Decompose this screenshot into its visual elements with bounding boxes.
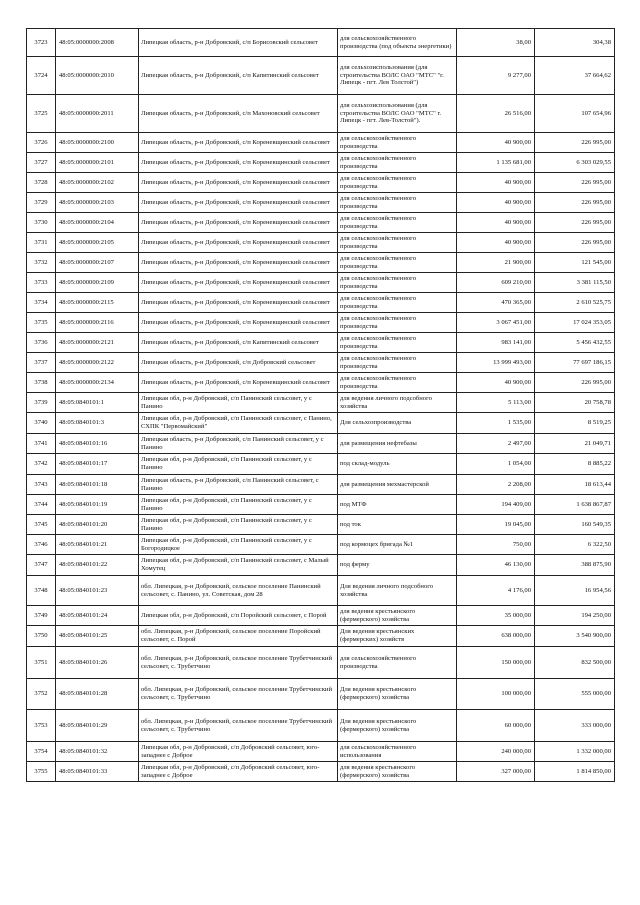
cadastral-number-cell: 48:05:0840101:26 (56, 647, 139, 679)
cadastral-value-cell: 77 697 186,15 (535, 353, 615, 373)
permitted-use-cell: для сельскохозяйственного производства (338, 133, 457, 153)
table-row (27, 762, 615, 782)
cadastral-value-cell: 1 814 850,00 (535, 762, 615, 782)
address-cell: Липецкая область, р-н Добровский, с/п Кореневщинский сельсовет (139, 233, 338, 253)
permitted-use-cell: Для ведения личного подсобного хозяйства (338, 576, 457, 606)
table-row (27, 193, 615, 213)
cadastral-number-cell: 48:05:0840101:28 (56, 679, 139, 710)
table-row (27, 555, 615, 576)
table-row (27, 213, 615, 233)
permitted-use-cell: для размещения мехмастерской (338, 475, 457, 495)
area-cell: 194 409,00 (457, 495, 535, 515)
area-cell: 327 000,00 (457, 762, 535, 782)
permitted-use-cell: Для ведения крестьянского (фермерского) хозяйства (338, 710, 457, 742)
address-cell: Липецкая область, р-н Добровский, с/п Кореневщинский сельсовет (139, 273, 338, 293)
cadastral-value-cell: 333 000,00 (535, 710, 615, 742)
area-cell: 609 210,00 (457, 273, 535, 293)
area-cell: 1 135 681,00 (457, 153, 535, 173)
table-row (27, 353, 615, 373)
cadastral-number-cell: 48:05:0840101:19 (56, 495, 139, 515)
permitted-use-cell: для сельскохозяйственного производства (под объекты энергетики) (338, 29, 457, 57)
permitted-use-cell: для сельхозиспользования (для строительства ВОЛС ОАО "МТС" "г. Липецк - пгт. Лев Толстой") (338, 57, 457, 95)
cadastral-value-cell: 304,38 (535, 29, 615, 57)
cadastral-number-cell: 48:05:0000000:2008 (56, 29, 139, 57)
permitted-use-cell: Для сельхозпроизводства (338, 413, 457, 434)
area-cell: 4 176,00 (457, 576, 535, 606)
row-number-cell: 3729 (27, 193, 56, 213)
row-number-cell: 3730 (27, 213, 56, 233)
address-cell: Липецкая область, р-н Добровский, с/п Кореневщинский сельсовет (139, 293, 338, 313)
cadastral-value-cell: 8 885,22 (535, 454, 615, 475)
permitted-use-cell: Для ведения крестьянского (фермерского) хозяйства (338, 679, 457, 710)
cadastral-number-cell: 48:05:0840101:18 (56, 475, 139, 495)
area-cell: 40 900,00 (457, 213, 535, 233)
table-row (27, 576, 615, 606)
cadastral-value-cell: 6 322,50 (535, 535, 615, 555)
cadastral-value-cell: 3 540 900,00 (535, 626, 615, 647)
row-number-cell: 3732 (27, 253, 56, 273)
cadastral-value-cell: 18 613,44 (535, 475, 615, 495)
row-number-cell: 3739 (27, 393, 56, 413)
row-number-cell: 3740 (27, 413, 56, 434)
permitted-use-cell: Для ведения крестьянских (фермерских) хозяйств (338, 626, 457, 647)
cadastral-value-cell: 37 664,62 (535, 57, 615, 95)
address-cell: Липецкая область, р-н Добровский, с/п Кореневщинский сельсовет (139, 373, 338, 393)
cadastral-value-cell: 8 519,25 (535, 413, 615, 434)
cadastral-number-cell: 48:05:0840101:33 (56, 762, 139, 782)
area-cell: 2 497,00 (457, 434, 535, 454)
table-row (27, 273, 615, 293)
address-cell: Липецкая обл, р-н Добровский, с/п Панинский сельсовет, у с Богородицкое (139, 535, 338, 555)
area-cell: 38,00 (457, 29, 535, 57)
permitted-use-cell: для ведения личного подсобного хозяйства (338, 393, 457, 413)
table-row (27, 679, 615, 710)
area-cell: 470 365,00 (457, 293, 535, 313)
address-cell: Липецкая область, р-н Добровский, с/п Кореневщинский сельсовет (139, 313, 338, 333)
cadastral-number-cell: 48:05:0840101:23 (56, 576, 139, 606)
cadastral-value-cell: 21 049,71 (535, 434, 615, 454)
address-cell: Липецкая обл, р-н Добровский, с/п Панинский сельсовет, с Панино, СХПК "Первомайский" (139, 413, 338, 434)
row-number-cell: 3738 (27, 373, 56, 393)
address-cell: Липецкая область, р-н Добровский, с/п Махоновский сельсовет (139, 95, 338, 133)
area-cell: 1 535,00 (457, 413, 535, 434)
cadastral-value-cell: 1 638 867,87 (535, 495, 615, 515)
table-row (27, 333, 615, 353)
cadastral-number-cell: 48:05:0840101:24 (56, 606, 139, 626)
cadastral-number-cell: 48:05:0840101:22 (56, 555, 139, 576)
area-cell: 750,00 (457, 535, 535, 555)
row-number-cell: 3734 (27, 293, 56, 313)
table-row (27, 647, 615, 679)
address-cell: Липецкая область, р-н Добровский, с/п Капитинский сельсовет (139, 57, 338, 95)
area-cell: 60 000,00 (457, 710, 535, 742)
address-cell: Липецкая область, р-н Добровский, с/п Борисовский сельсовет (139, 29, 338, 57)
table-row (27, 173, 615, 193)
cadastral-number-cell: 48:05:0000000:2100 (56, 133, 139, 153)
row-number-cell: 3727 (27, 153, 56, 173)
row-number-cell: 3724 (27, 57, 56, 95)
permitted-use-cell: для сельскохозяйственного производства (338, 273, 457, 293)
cadastral-number-cell: 48:05:0000000:2109 (56, 273, 139, 293)
cadastral-value-cell: 226 995,00 (535, 233, 615, 253)
cadastral-number-cell: 48:05:0000000:2101 (56, 153, 139, 173)
table-row (27, 515, 615, 535)
row-number-cell: 3745 (27, 515, 56, 535)
table-row (27, 233, 615, 253)
row-number-cell: 3751 (27, 647, 56, 679)
address-cell: Липецкая область, р-н Добровский, с/п Капитинский сельсовет (139, 333, 338, 353)
row-number-cell: 3731 (27, 233, 56, 253)
cadastral-value-cell: 20 758,78 (535, 393, 615, 413)
table-row (27, 57, 615, 95)
table-row (27, 626, 615, 647)
row-number-cell: 3749 (27, 606, 56, 626)
cadastral-number-cell: 48:05:0000000:2010 (56, 57, 139, 95)
address-cell: Липецкая область, р-н Добровский, с/п Панинский сельсовет, с Панино (139, 475, 338, 495)
cadastral-number-cell: 48:05:0000000:2105 (56, 233, 139, 253)
cadastral-value-cell: 16 954,56 (535, 576, 615, 606)
area-cell: 19 045,00 (457, 515, 535, 535)
row-number-cell: 3753 (27, 710, 56, 742)
permitted-use-cell: для сельскохозяйственного производства (338, 293, 457, 313)
cadastral-number-cell: 48:05:0000000:2116 (56, 313, 139, 333)
permitted-use-cell: для сельскохозяйственного производства (338, 233, 457, 253)
row-number-cell: 3728 (27, 173, 56, 193)
cadastral-number-cell: 48:05:0000000:2115 (56, 293, 139, 313)
row-number-cell: 3725 (27, 95, 56, 133)
address-cell: обл. Липецкая, р-н Добровский, сельское поселение Трубетчинский сельсовет, с. Трубетчино (139, 647, 338, 679)
cadastral-value-cell: 226 995,00 (535, 193, 615, 213)
cadastral-value-cell: 226 995,00 (535, 173, 615, 193)
cadastral-value-cell: 17 024 353,05 (535, 313, 615, 333)
cadastral-value-cell: 107 654,96 (535, 95, 615, 133)
cadastral-number-cell: 48:05:0000000:2121 (56, 333, 139, 353)
cadastral-number-cell: 48:05:0840101:17 (56, 454, 139, 475)
row-number-cell: 3742 (27, 454, 56, 475)
cadastral-value-cell: 5 456 432,55 (535, 333, 615, 353)
area-cell: 46 130,00 (457, 555, 535, 576)
permitted-use-cell: под кормоцех бригада №1 (338, 535, 457, 555)
address-cell: Липецкая область, р-н Добровский, с/п Кореневщинский сельсовет (139, 193, 338, 213)
row-number-cell: 3746 (27, 535, 56, 555)
area-cell: 40 900,00 (457, 173, 535, 193)
cadastral-number-cell: 48:05:0840101:20 (56, 515, 139, 535)
cadastral-value-cell: 388 875,90 (535, 555, 615, 576)
area-cell: 40 900,00 (457, 373, 535, 393)
permitted-use-cell: для сельскохозяйственного производства (338, 313, 457, 333)
area-cell: 1 054,00 (457, 454, 535, 475)
permitted-use-cell: для сельскохозяйственного производства (338, 173, 457, 193)
address-cell: Липецкая обл, р-н Добровский, с/п Добровский сельсовет, юго-западнее с Доброе (139, 762, 338, 782)
area-cell: 21 900,00 (457, 253, 535, 273)
table-row (27, 293, 615, 313)
table-row (27, 393, 615, 413)
row-number-cell: 3750 (27, 626, 56, 647)
land-plots-table (26, 28, 615, 782)
table-row (27, 133, 615, 153)
cadastral-value-cell: 6 303 029,55 (535, 153, 615, 173)
address-cell: Липецкая область, р-н Добровский, с/п Добровский сельсовет (139, 353, 338, 373)
row-number-cell: 3723 (27, 29, 56, 57)
cadastral-number-cell: 48:05:0840101:25 (56, 626, 139, 647)
permitted-use-cell: для сельскохозяйственного производства (338, 213, 457, 233)
cadastral-number-cell: 48:05:0840101:3 (56, 413, 139, 434)
row-number-cell: 3755 (27, 762, 56, 782)
permitted-use-cell: для сельхозиспользования (для строительства ВОЛС ОАО "МТС" г. Липецк - пгт. Лев-Толстой"). (338, 95, 457, 133)
cadastral-value-cell: 1 332 000,00 (535, 742, 615, 762)
area-cell: 26 516,00 (457, 95, 535, 133)
address-cell: Липецкая область, р-н Добровский, с/п Кореневщинский сельсовет (139, 153, 338, 173)
table-row (27, 495, 615, 515)
table-row (27, 535, 615, 555)
address-cell: Липецкая обл, р-н Добровский, с/п Панинский сельсовет, у с Панино (139, 515, 338, 535)
address-cell: обл. Липецкая, р-н Добровский, сельское поселение Поройский сельсовет, с. Порой (139, 626, 338, 647)
table-row (27, 313, 615, 333)
address-cell: обл. Липецкая, р-н Добровский, сельское поселение Трубетчинский сельсовет, с. Трубетчино (139, 710, 338, 742)
cadastral-value-cell: 194 250,00 (535, 606, 615, 626)
table-row (27, 153, 615, 173)
address-cell: Липецкая область, р-н Добровский, с/п Кореневщинский сельсовет (139, 253, 338, 273)
area-cell: 150 000,00 (457, 647, 535, 679)
address-cell: Липецкая область, р-н Добровский, с/п Кореневщинский сельсовет (139, 213, 338, 233)
address-cell: Липецкая обл, р-н Добровский, с/п Панинский сельсовет, у с Панино (139, 495, 338, 515)
permitted-use-cell: для размещения нефтебазы (338, 434, 457, 454)
area-cell: 13 999 493,00 (457, 353, 535, 373)
row-number-cell: 3748 (27, 576, 56, 606)
row-number-cell: 3741 (27, 434, 56, 454)
area-cell: 983 141,00 (457, 333, 535, 353)
cadastral-number-cell: 48:05:0000000:2103 (56, 193, 139, 213)
address-cell: обл. Липецкая, р-н Добровский, сельское поселение Трубетчинский сельсовет, с. Трубетчино (139, 679, 338, 710)
permitted-use-cell: для сельскохозяйственного производства (338, 253, 457, 273)
table-row (27, 710, 615, 742)
permitted-use-cell: для сельскохозяйственного производства (338, 193, 457, 213)
permitted-use-cell: под МТФ (338, 495, 457, 515)
row-number-cell: 3735 (27, 313, 56, 333)
row-number-cell: 3733 (27, 273, 56, 293)
address-cell: Липецкая область, р-н Добровский, с/п Кореневщинский сельсовет (139, 173, 338, 193)
cadastral-value-cell: 2 610 525,75 (535, 293, 615, 313)
table-row (27, 606, 615, 626)
area-cell: 5 113,00 (457, 393, 535, 413)
row-number-cell: 3752 (27, 679, 56, 710)
table-row (27, 29, 615, 57)
cadastral-value-cell: 121 545,00 (535, 253, 615, 273)
table-row (27, 454, 615, 475)
row-number-cell: 3736 (27, 333, 56, 353)
cadastral-value-cell: 226 995,00 (535, 213, 615, 233)
area-cell: 40 900,00 (457, 133, 535, 153)
permitted-use-cell: для ведения крестьянского (фермерского) хозяйства (338, 606, 457, 626)
address-cell: Липецкая область, р-н Добровский, с/п Кореневщинский сельсовет (139, 133, 338, 153)
row-number-cell: 3744 (27, 495, 56, 515)
cadastral-number-cell: 48:05:0000000:2122 (56, 353, 139, 373)
permitted-use-cell: под ток (338, 515, 457, 535)
permitted-use-cell: под ферму (338, 555, 457, 576)
cadastral-number-cell: 48:05:0840101:21 (56, 535, 139, 555)
cadastral-value-cell: 226 995,00 (535, 373, 615, 393)
area-cell: 2 208,00 (457, 475, 535, 495)
address-cell: Липецкая обл, р-н Добровский, с/п Панинский сельсовет, у с Панино (139, 454, 338, 475)
area-cell: 240 000,00 (457, 742, 535, 762)
area-cell: 638 000,00 (457, 626, 535, 647)
cadastral-value-cell: 160 549,35 (535, 515, 615, 535)
cadastral-number-cell: 48:05:0000000:2011 (56, 95, 139, 133)
table-row (27, 253, 615, 273)
cadastral-number-cell: 48:05:0840101:32 (56, 742, 139, 762)
area-cell: 35 000,00 (457, 606, 535, 626)
table-body (27, 29, 615, 782)
cadastral-number-cell: 48:05:0000000:2134 (56, 373, 139, 393)
row-number-cell: 3743 (27, 475, 56, 495)
permitted-use-cell: для сельскохозяйственного использования (338, 742, 457, 762)
address-cell: Липецкая обл, р-н Добровский, с/п Поройский сельсовет, с Порой (139, 606, 338, 626)
permitted-use-cell: под склад-модуль (338, 454, 457, 475)
permitted-use-cell: для сельскохозяйственного производства (338, 333, 457, 353)
area-cell: 40 900,00 (457, 233, 535, 253)
cadastral-number-cell: 48:05:0000000:2104 (56, 213, 139, 233)
area-cell: 40 900,00 (457, 193, 535, 213)
area-cell: 100 000,00 (457, 679, 535, 710)
table-row (27, 742, 615, 762)
address-cell: обл. Липецкая, р-н Добровский, сельское поселение Панинский сельсовет, с. Панино, ул. Советская, дом 28 (139, 576, 338, 606)
address-cell: Липецкая обл, р-н Добровский, с/п Панинский сельсовет, у с Панино (139, 393, 338, 413)
table-row (27, 413, 615, 434)
table-row (27, 434, 615, 454)
cadastral-number-cell: 48:05:0000000:2107 (56, 253, 139, 273)
cadastral-value-cell: 3 381 115,50 (535, 273, 615, 293)
row-number-cell: 3747 (27, 555, 56, 576)
cadastral-number-cell: 48:05:0000000:2102 (56, 173, 139, 193)
row-number-cell: 3737 (27, 353, 56, 373)
cadastral-number-cell: 48:05:0840101:29 (56, 710, 139, 742)
row-number-cell: 3754 (27, 742, 56, 762)
table-row (27, 475, 615, 495)
address-cell: Липецкая обл, р-н Добровский, с/п Добровский сельсовет, юго-западнее с Доброе (139, 742, 338, 762)
permitted-use-cell: для сельскохозяйственного производства (338, 353, 457, 373)
table-row (27, 373, 615, 393)
area-cell: 9 277,00 (457, 57, 535, 95)
permitted-use-cell: для ведения крестьянского (фермерского) хозяйства (338, 762, 457, 782)
permitted-use-cell: для сельскохозяйственного производства (338, 153, 457, 173)
permitted-use-cell: для сельскохозяйственного производства (338, 647, 457, 679)
permitted-use-cell: для сельскохозяйственного производства (338, 373, 457, 393)
address-cell: Липецкая область, р-н Добровский, с/п Панинский сельсовет, у с Панино (139, 434, 338, 454)
cadastral-number-cell: 48:05:0840101:1 (56, 393, 139, 413)
cadastral-number-cell: 48:05:0840101:16 (56, 434, 139, 454)
address-cell: Липецкая обл, р-н Добровский, с/п Панинский сельсовет, с Малый Хомутец (139, 555, 338, 576)
cadastral-value-cell: 555 000,00 (535, 679, 615, 710)
row-number-cell: 3726 (27, 133, 56, 153)
area-cell: 3 067 451,00 (457, 313, 535, 333)
cadastral-value-cell: 832 500,00 (535, 647, 615, 679)
cadastral-value-cell: 226 995,00 (535, 133, 615, 153)
table-row (27, 95, 615, 133)
